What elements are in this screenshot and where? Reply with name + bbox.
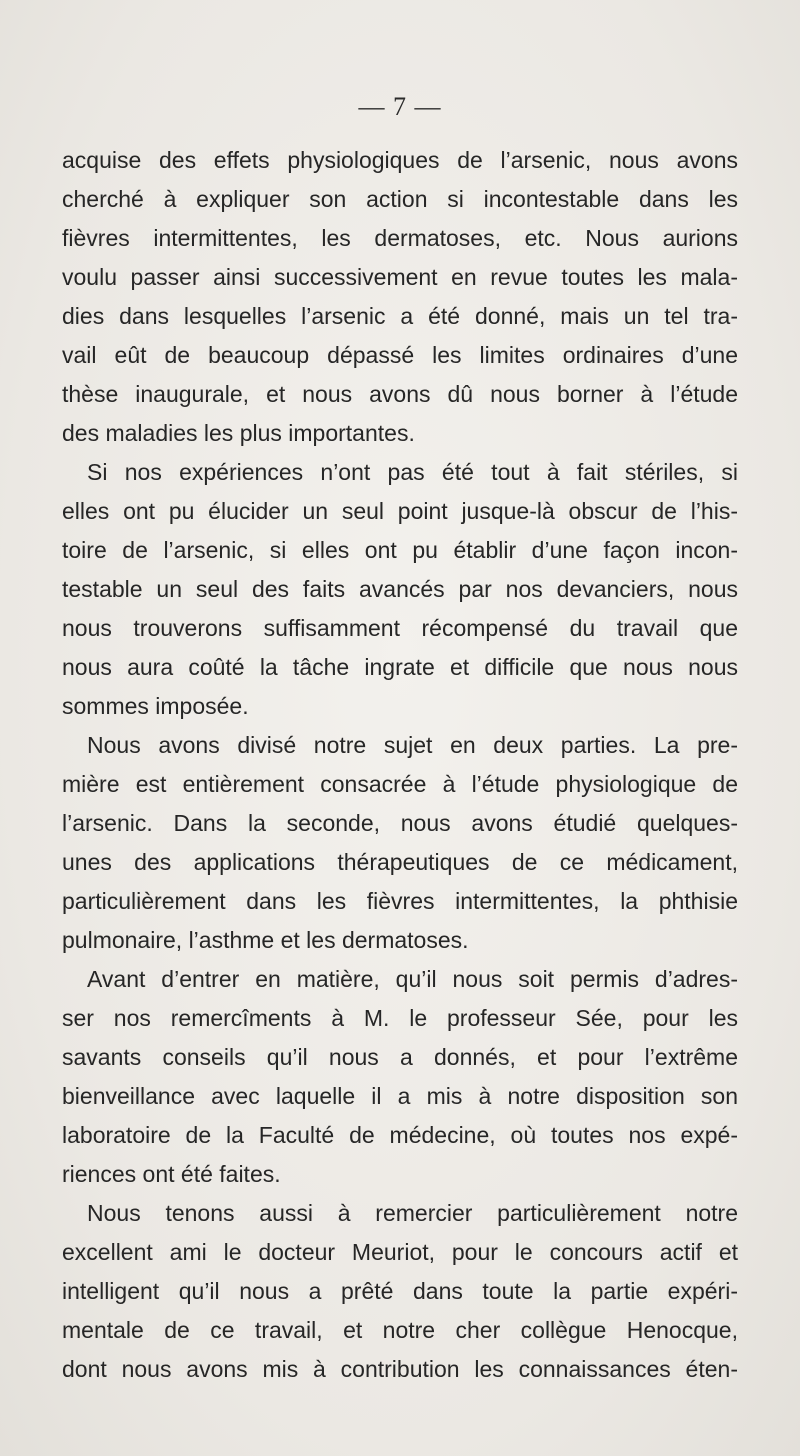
text-line: nous trouverons suffisamment récompensé du travail que <box>62 615 738 641</box>
text-line: ser nos remercîments à M. le professeur Sée, pour les <box>62 1005 738 1031</box>
text-line: Nous avons divisé notre sujet en deux parties. La pre- <box>87 732 738 758</box>
text-line: toire de l’arsenic, si elles ont pu établir d’une façon incon- <box>62 537 738 563</box>
text-line: intelligent qu’il nous a prêté dans toute la partie expéri- <box>62 1278 738 1304</box>
text-line: vail eût de beaucoup dépassé les limites ordinaires d’une <box>62 342 738 368</box>
text-line: fièvres intermittentes, les dermatoses, etc. Nous aurions <box>62 225 738 251</box>
text-line: sommes imposée. <box>62 693 249 719</box>
text-line: voulu passer ainsi successivement en revue toutes les mala- <box>62 264 738 290</box>
text-line: savants conseils qu’il nous a donnés, et pour l’extrême <box>62 1044 738 1070</box>
text-line: Nous tenons aussi à remercier particulièrement notre <box>87 1200 738 1226</box>
page-number: — 7 — <box>358 92 442 121</box>
text-line: laboratoire de la Faculté de médecine, où toutes nos expé- <box>62 1122 738 1148</box>
text-line: unes des applications thérapeutiques de ce médicament, <box>62 849 738 875</box>
text-line: mière est entièrement consacrée à l’étude physiologique de <box>62 771 738 797</box>
text-line: thèse inaugurale, et nous avons dû nous borner à l’étude <box>62 381 738 407</box>
text-line: Si nos expériences n’ont pas été tout à fait stériles, si <box>87 459 738 485</box>
text-line: nous aura coûté la tâche ingrate et difficile que nous nous <box>62 654 738 680</box>
text-line: dies dans lesquelles l’arsenic a été donné, mais un tel tra- <box>62 303 738 329</box>
text-line: particulièrement dans les fièvres intermittentes, la phthisie <box>62 888 738 914</box>
text-line: elles ont pu élucider un seul point jusque-là obscur de l’his- <box>62 498 738 524</box>
text-line: l’arsenic. Dans la seconde, nous avons étudié quelques- <box>62 810 738 836</box>
body-text <box>62 141 738 1389</box>
text-line: excellent ami le docteur Meuriot, pour le concours actif et <box>62 1239 738 1265</box>
text-line: mentale de ce travail, et notre cher collègue Henocque, <box>62 1317 738 1343</box>
text-line: Avant d’entrer en matière, qu’il nous soit permis d’adres- <box>87 966 738 992</box>
text-line: pulmonaire, l’asthme et les dermatoses. <box>62 927 469 953</box>
text-line: acquise des effets physiologiques de l’arsenic, nous avons <box>62 147 738 173</box>
text-line: cherché à expliquer son action si incontestable dans les <box>62 186 738 212</box>
text-line: des maladies les plus importantes. <box>62 420 415 446</box>
text-line: testable un seul des faits avancés par nos devanciers, nous <box>62 576 738 602</box>
text-line: bienveillance avec laquelle il a mis à notre disposition son <box>62 1083 738 1109</box>
text-line: dont nous avons mis à contribution les connaissances éten- <box>62 1356 738 1382</box>
text-line: riences ont été faites. <box>62 1161 281 1187</box>
